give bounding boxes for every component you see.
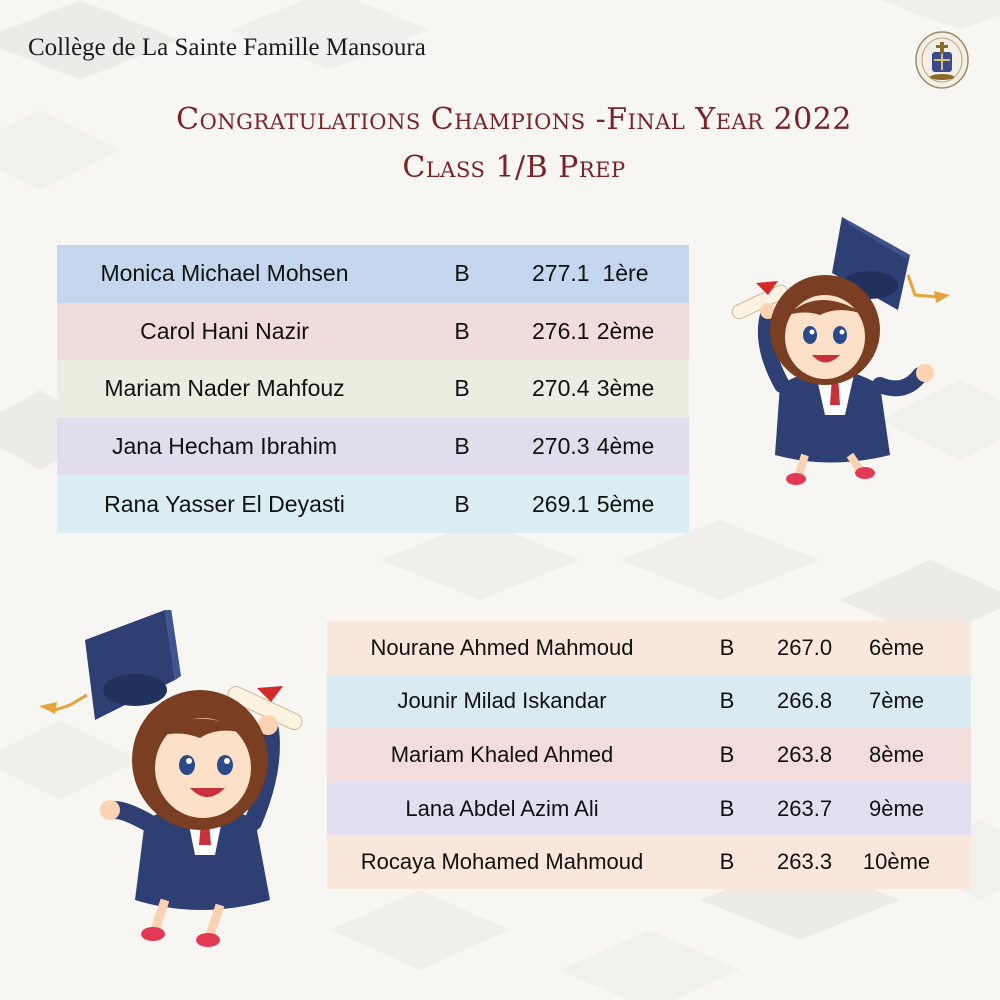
section-label: B: [454, 260, 470, 287]
ranking-table-top: [57, 245, 689, 533]
rank-label: 7ème: [868, 688, 925, 714]
rank-label: 4ème: [596, 433, 655, 460]
score-value: 270.4: [532, 375, 590, 402]
graduate-girl-illustration: [35, 610, 325, 955]
rank-label: 5ème: [596, 490, 655, 517]
table-row: [327, 675, 971, 729]
page-title: Congratulations Champions -Final Year 2022: [176, 102, 852, 137]
section-label: B: [719, 741, 735, 767]
rank-label: 10ème: [862, 849, 931, 875]
section-label: B: [719, 795, 735, 821]
score-value: 267.0: [777, 634, 833, 660]
rank-label: 1ère: [602, 260, 649, 287]
table-row: [327, 782, 971, 836]
ranking-table-bottom: [327, 621, 971, 889]
student-name: Rana Yasser El Deyasti: [104, 490, 345, 517]
table-row: [57, 303, 689, 361]
table-row: [57, 418, 689, 476]
rank-label: 6ème: [868, 634, 925, 660]
score-value: 263.3: [777, 849, 833, 875]
graduation-cap-icon: [39, 610, 181, 720]
student-name: Lana Abdel Azim Ali: [405, 795, 599, 821]
table-row: [57, 475, 689, 533]
student-name: Monica Michael Mohsen: [100, 260, 349, 287]
section-label: B: [454, 375, 470, 402]
student-name: Carol Hani Nazir: [140, 317, 309, 344]
section-label: B: [719, 849, 735, 875]
student-name: Nourane Ahmed Mahmoud: [370, 634, 634, 660]
table-row: [57, 360, 689, 418]
school-name: Collège de La Sainte Famille Mansoura: [28, 34, 426, 61]
student-name: Mariam Nader Mahfouz: [104, 375, 345, 402]
table-row: [327, 835, 971, 889]
section-label: B: [454, 490, 470, 517]
score-value: 277.1: [532, 260, 590, 287]
class-subtitle: Class 1/B Prep: [402, 150, 626, 185]
student-name: Rocaya Mohamed Mahmoud: [360, 849, 644, 875]
table-row: [57, 245, 689, 303]
school-crest-logo: [914, 30, 970, 90]
score-value: 263.7: [777, 795, 833, 821]
rank-label: 2ème: [596, 317, 655, 344]
rank-label: 8ème: [868, 741, 925, 767]
section-label: B: [454, 317, 470, 344]
graduate-girl-illustration: [720, 215, 955, 490]
student-name: Jana Hecham Ibrahim: [112, 433, 337, 460]
score-value: 269.1: [532, 490, 590, 517]
score-value: 270.3: [532, 433, 590, 460]
rank-label: 9ème: [868, 795, 925, 821]
section-label: B: [454, 433, 470, 460]
table-row: [327, 621, 971, 675]
score-value: 266.8: [777, 688, 833, 714]
student-name: Mariam Khaled Ahmed: [390, 741, 614, 767]
score-value: 263.8: [777, 741, 833, 767]
section-label: B: [719, 688, 735, 714]
section-label: B: [719, 634, 735, 660]
table-row: [327, 728, 971, 782]
student-name: Jounir Milad Iskandar: [397, 688, 607, 714]
score-value: 276.1: [532, 317, 590, 344]
rank-label: 3ème: [596, 375, 655, 402]
